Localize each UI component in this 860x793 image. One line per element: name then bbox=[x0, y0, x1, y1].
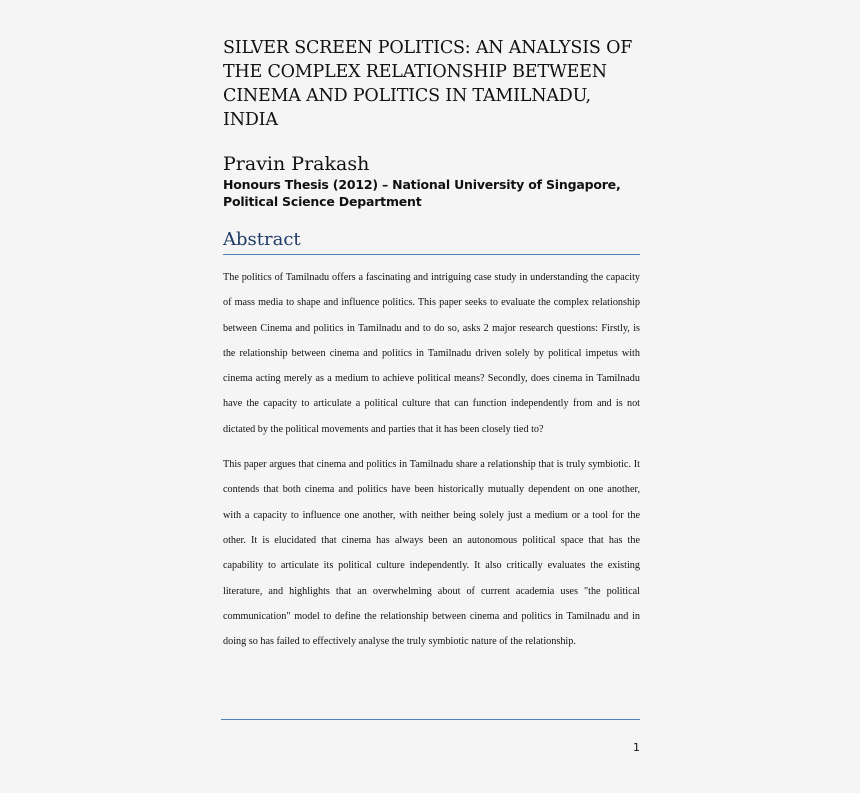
abstract-heading: Abstract bbox=[223, 228, 640, 255]
abstract-paragraph: This paper argues that cinema and politics in Tamilnadu share a relationship that is truly symbiotic. It contends that both cinema and politics have been historically mutually dependent on one another, with a capacity to influence one another, with neither being solely just a medium or a tool for the other. It is elucidated that cinema has always been an autonomous political space that has the capability to articulate its political culture independently. It also critically evaluates the existing literature, and highlights that an overwhelming about of current academia uses "the political communication" model to define the relationship between cinema and politics in Tamilnadu and in doing so has failed to effectively analyse the truly symbiotic nature of the relationship. bbox=[223, 459, 640, 648]
affiliation-line: Political Science Department bbox=[223, 194, 422, 209]
paper-title bbox=[223, 36, 640, 132]
page-number: 1 bbox=[633, 741, 640, 754]
affiliation-line: Honours Thesis (2012) – National University of Singapore, bbox=[223, 177, 621, 192]
title-line: CINEMA AND POLITICS IN TAMILNADU, INDIA bbox=[223, 86, 591, 130]
title-line: THE COMPLEX RELATIONSHIP BETWEEN bbox=[223, 62, 607, 82]
title-line: SILVER SCREEN POLITICS: AN ANALYSIS OF bbox=[223, 38, 633, 58]
page-content bbox=[223, 36, 640, 654]
footer-divider bbox=[221, 719, 640, 720]
affiliation bbox=[223, 176, 640, 210]
abstract-paragraph: The politics of Tamilnadu offers a fascinating and intriguing case study in understanding the capacity of mass media to shape and influence politics. This paper seeks to evaluate the complex relationship between Cinema and politics in Tamilnadu and to do so, asks 2 major research questions: Firstly, is the relationship between cinema and politics in Tamilnadu driven solely by political impetus with cinema acting merely as a medium to achieve political means? Secondly, does cinema in Tamilnadu have the capacity to articulate a political culture that can function independently from and is not dictated by the political movements and parties that it has been closely tied to? bbox=[223, 272, 640, 435]
author-name: Pravin Prakash bbox=[223, 153, 370, 175]
